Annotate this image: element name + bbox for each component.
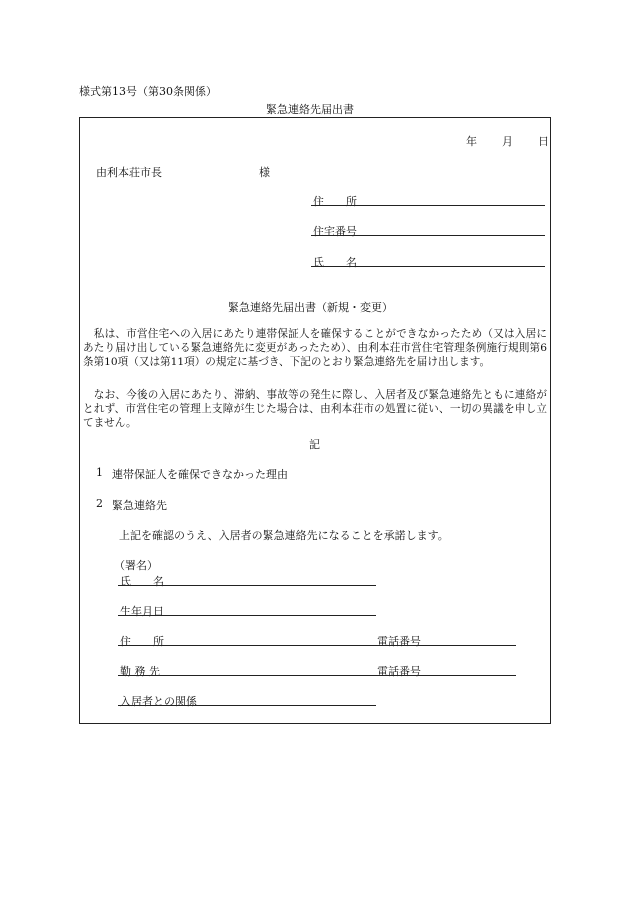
form-number: 様式第13号（第30条関係） <box>79 85 217 98</box>
signature-relation-label: 入居者との関係 <box>120 695 197 708</box>
signature-birthdate-label: 生年月日 <box>120 605 164 618</box>
date-year-label: 年 <box>466 135 477 148</box>
body-paragraph-1: 私は、市営住宅への入居にあたり連帯保証人を確保することができなかったため（又は入居にあたり届け出している緊急連絡先に変更があったため）、由利本荘市営住宅管理条例施行規則第6条第10項（又は第11項）の規定に基づき、下記のとおり緊急連絡先を届け出します。 <box>83 328 547 368</box>
applicant-unit-label: 住宅番号 <box>313 225 357 238</box>
signature-phone-label: 電話番号 <box>377 635 421 648</box>
addressee-name: 由利本荘市長 <box>96 166 162 179</box>
addressee-suffix: 様 <box>259 166 270 179</box>
date-day-label: 日 <box>538 135 549 148</box>
applicant-name-label: 氏 名 <box>313 256 357 269</box>
body-paragraph-2: なお、今後の入居にあたり、滞納、事故等の発生に際し、入居者及び緊急連絡先ともに連絡がとれず、市営住宅の管理上支障が生じた場合は、由利本荘市の処置に従い、一切の異議を申し立てません。 <box>83 389 547 429</box>
item-1-number: 1 <box>96 466 103 479</box>
applicant-name-field[interactable] <box>311 253 545 267</box>
signature-birthdate-field[interactable] <box>118 602 376 616</box>
signature-heading: （署名） <box>114 559 158 572</box>
applicant-address-label: 住 所 <box>313 195 357 208</box>
applicant-unit-field[interactable] <box>311 222 545 236</box>
signature-address-field[interactable] <box>118 632 376 646</box>
signature-relation-field[interactable] <box>118 692 376 706</box>
signature-name-label: 氏 名 <box>120 575 164 588</box>
document-title: 緊急連絡先届出書（新規・変更） <box>228 301 393 314</box>
item-2-number: 2 <box>96 497 103 510</box>
applicant-address-field[interactable] <box>311 192 545 206</box>
signature-work-label: 勤 務 先 <box>120 665 160 678</box>
item-1-label: 連帯保証人を確保できなかった理由 <box>112 468 288 481</box>
signature-work-phone-label: 電話番号 <box>377 665 421 678</box>
signature-work-phone-field[interactable] <box>376 662 516 676</box>
signature-address-label: 住 所 <box>120 635 164 648</box>
consent-text: 上記を確認のうえ、入居者の緊急連絡先になることを承諾します。 <box>119 529 449 542</box>
signature-name-field[interactable] <box>118 572 376 586</box>
signature-work-field[interactable] <box>118 662 376 676</box>
form-title: 緊急連絡先届出書 <box>266 103 354 116</box>
date-month-label: 月 <box>502 135 513 148</box>
ki-heading: 記 <box>309 438 320 451</box>
item-2-label: 緊急連絡先 <box>112 499 167 512</box>
signature-phone-field[interactable] <box>376 632 516 646</box>
